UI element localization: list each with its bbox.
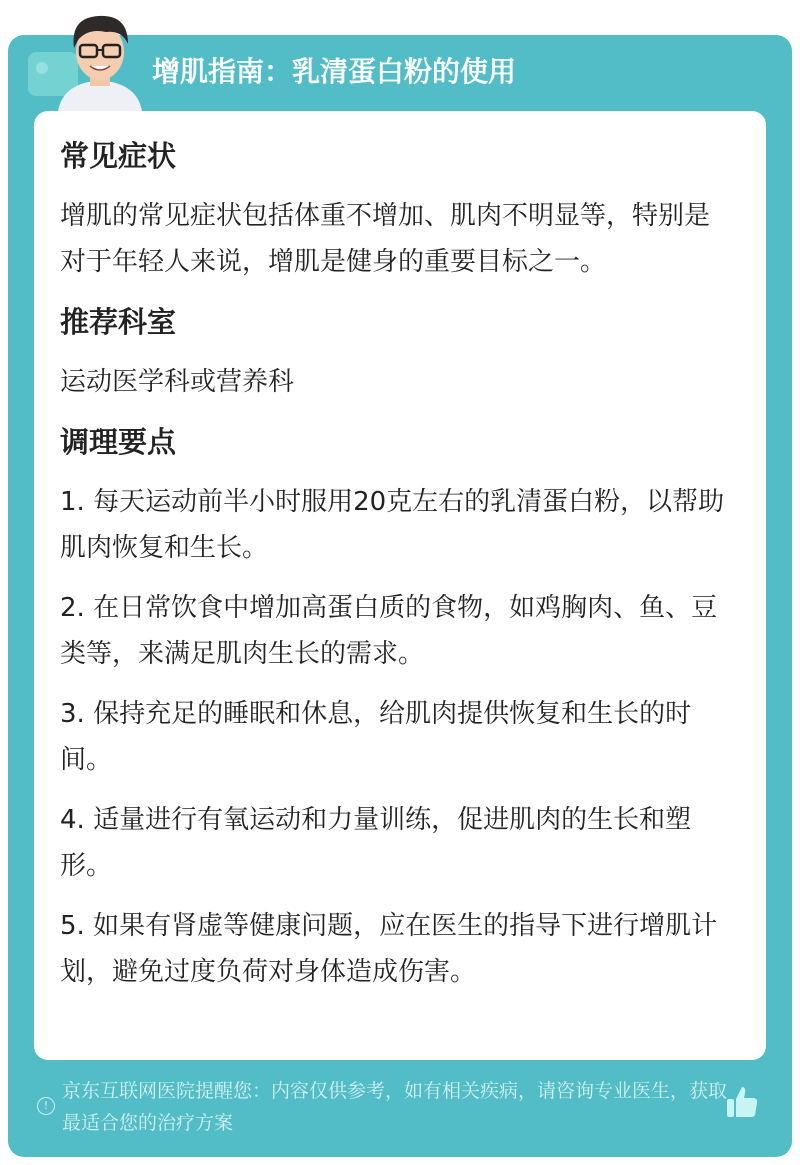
page-title: 增肌指南：乳清蛋白粉的使用 [152, 55, 517, 88]
section-heading-department: 推荐科室 [60, 305, 177, 339]
care-tip-item: 2. 在日常饮食中增加高蛋白质的食物，如鸡胸肉、鱼、豆类等，来满足肌肉生长的需求。 [60, 593, 718, 669]
care-tip-item: 4. 适量进行有氧运动和力量训练，促进肌肉的生长和塑形。 [60, 805, 692, 881]
care-tip-item: 5. 如果有肾虚等健康问题，应在医生的指导下进行增肌计划，避免过度负荷对身体造成伤害。 [60, 911, 718, 987]
thumbs-up-icon[interactable] [726, 1085, 758, 1119]
section-heading-symptoms: 常见症状 [60, 139, 177, 173]
care-tip-item: 1. 每天运动前半小时服用20克左右的乳清蛋白粉，以帮助肌肉恢复和生长。 [60, 487, 725, 563]
content-card [34, 111, 766, 1060]
department-text: 运动医学科或营养科 [60, 367, 295, 397]
section-heading-care-tips: 调理要点 [60, 425, 177, 459]
disclaimer-text: 京东互联网医院提醒您：内容仅供参考，如有相关疾病，请咨询专业医生，获取最适合您的治疗方案 [62, 1080, 728, 1134]
info-icon: ! [37, 1097, 55, 1115]
symptoms-text: 增肌的常见症状包括体重不增加、肌肉不明显等，特别是对于年轻人来说，增肌是健身的重要目标之一。 [60, 201, 711, 277]
care-tip-item: 3. 保持充足的睡眠和休息，给肌肉提供恢复和生长的时间。 [60, 699, 692, 775]
doctor-avatar [48, 10, 152, 111]
